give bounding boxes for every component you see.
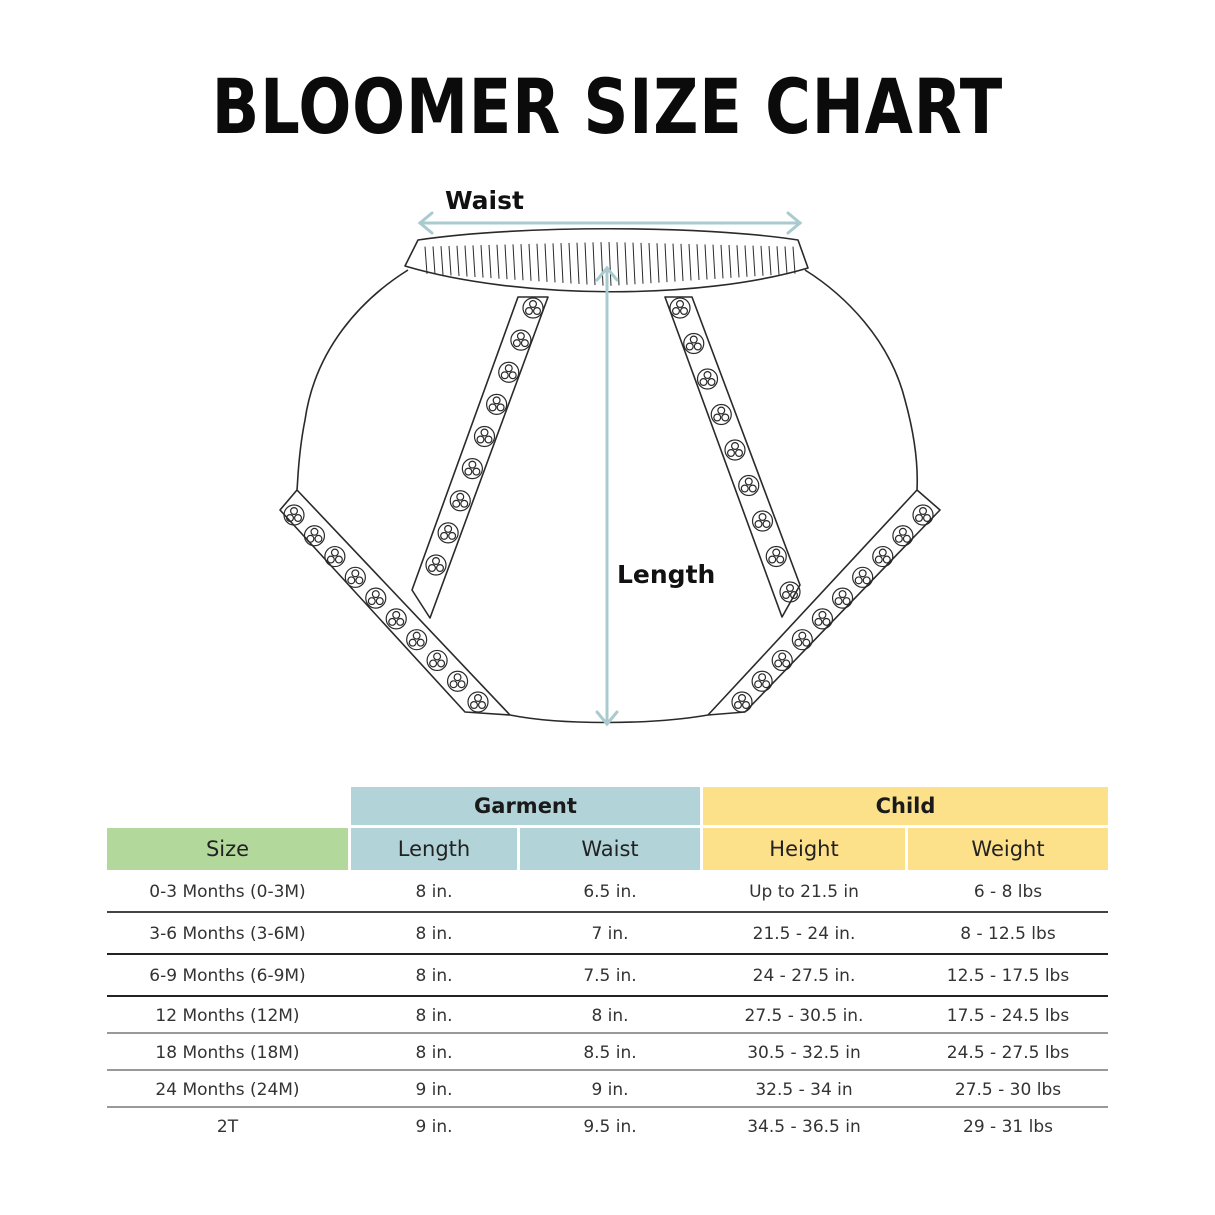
cell-size: 18 Months (18M)	[155, 1043, 300, 1063]
cell-length: 8 in.	[415, 882, 453, 902]
row-divider	[107, 1032, 1108, 1034]
cell-height: Up to 21.5 in	[749, 882, 859, 902]
column-header-waist: Waist	[520, 828, 700, 870]
cell-weight: 24.5 - 27.5 lbs	[946, 1043, 1070, 1063]
cell-weight: 12.5 - 17.5 lbs	[946, 966, 1070, 986]
cell-size: 24 Months (24M)	[155, 1080, 300, 1100]
column-header-size: Size	[107, 828, 348, 870]
cell-weight: 8 - 12.5 lbs	[960, 924, 1056, 944]
cell-waist: 8 in.	[591, 1006, 629, 1026]
cell-weight: 6 - 8 lbs	[973, 882, 1043, 902]
right-leg-lace	[708, 490, 940, 715]
cell-size: 0-3 Months (0-3M)	[149, 882, 306, 902]
row-divider	[107, 953, 1108, 955]
cell-waist: 9.5 in.	[583, 1117, 637, 1137]
cell-height: 24 - 27.5 in.	[752, 966, 856, 986]
column-header-height: Height	[703, 828, 905, 870]
cell-waist: 6.5 in.	[583, 882, 637, 902]
cell-height: 32.5 - 34 in	[755, 1080, 853, 1100]
length-arrow	[597, 268, 617, 724]
page-title: BLOOMER SIZE CHART	[211, 62, 1004, 151]
cell-waist: 7 in.	[591, 924, 629, 944]
row-divider	[107, 995, 1108, 997]
group-header-child: Child	[703, 787, 1108, 825]
cell-height: 30.5 - 32.5 in	[747, 1043, 861, 1063]
cell-size: 12 Months (12M)	[155, 1006, 300, 1026]
cell-waist: 9 in.	[591, 1080, 629, 1100]
cell-waist: 7.5 in.	[583, 966, 637, 986]
cell-weight: 17.5 - 24.5 lbs	[946, 1006, 1070, 1026]
waist-arrow	[420, 213, 800, 233]
cell-size: 6-9 Months (6-9M)	[149, 966, 306, 986]
row-divider	[107, 911, 1108, 913]
cell-weight: 29 - 31 lbs	[963, 1117, 1053, 1137]
row-divider	[107, 1106, 1108, 1108]
left-leg-lace	[280, 490, 510, 715]
column-header-length: Length	[351, 828, 517, 870]
length-label: Length	[617, 560, 716, 589]
column-header-weight: Weight	[908, 828, 1108, 870]
cell-height: 21.5 - 24 in.	[752, 924, 856, 944]
cell-height: 34.5 - 36.5 in	[747, 1117, 861, 1137]
cell-length: 8 in.	[415, 966, 453, 986]
cell-length: 8 in.	[415, 924, 453, 944]
cell-length: 9 in.	[415, 1117, 453, 1137]
row-divider	[107, 1069, 1108, 1071]
cell-length: 8 in.	[415, 1006, 453, 1026]
cell-length: 8 in.	[415, 1043, 453, 1063]
waist-label: Waist	[445, 186, 524, 215]
cell-length: 9 in.	[415, 1080, 453, 1100]
cell-weight: 27.5 - 30 lbs	[954, 1080, 1062, 1100]
cell-size: 3-6 Months (3-6M)	[149, 924, 306, 944]
group-header-garment: Garment	[351, 787, 700, 825]
cell-waist: 8.5 in.	[583, 1043, 637, 1063]
cell-size: 2T	[216, 1117, 239, 1137]
waistband-gathers	[425, 242, 795, 286]
cell-height: 27.5 - 30.5 in.	[744, 1006, 864, 1026]
